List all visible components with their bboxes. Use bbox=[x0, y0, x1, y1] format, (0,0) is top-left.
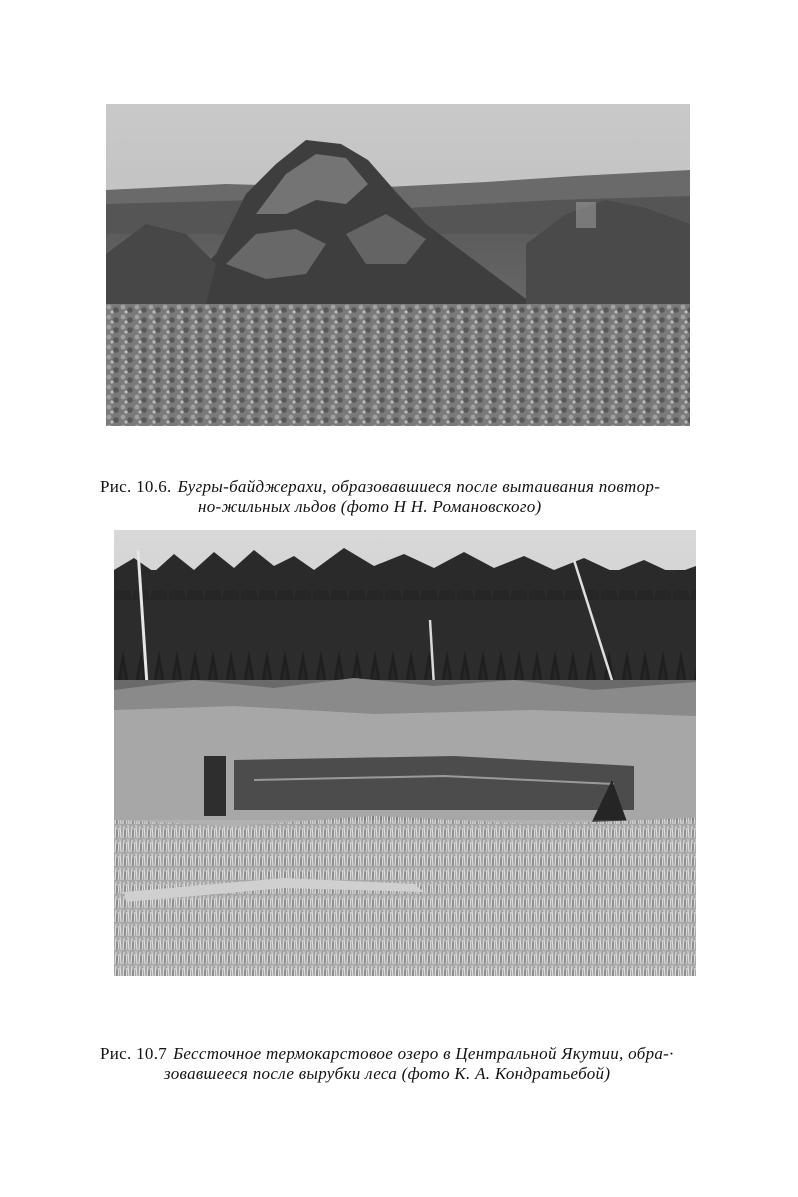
thermokarst-lake-image bbox=[114, 530, 696, 976]
figure-10-6-photo bbox=[106, 104, 690, 426]
figure-10-7-caption-line-2: зовавшееся после вырубки леса (фото К. А. Кондратьебой) bbox=[164, 1064, 611, 1083]
figure-10-7-caption bbox=[100, 1044, 720, 1084]
baydzherakh-mounds-image bbox=[106, 104, 690, 426]
figure-10-7-photo bbox=[114, 530, 696, 976]
figure-10-7-label: Рис. 10.7 bbox=[100, 1044, 168, 1063]
figure-10-6-caption bbox=[100, 477, 720, 517]
figure-10-7-caption-line-1: Бессточное термокарстовое озеро в Центральной Якутии, обра-· bbox=[173, 1044, 674, 1063]
figure-10-6-label: Рис. 10.6. bbox=[100, 477, 172, 496]
figure-10-6-caption-line-1: Бугры-байджерахи, образовавшиеся после вытаивания повтор- bbox=[177, 477, 661, 496]
figure-10-6-caption-line-2: но-жильных льдов (фото Н Н. Романовского) bbox=[198, 497, 542, 516]
